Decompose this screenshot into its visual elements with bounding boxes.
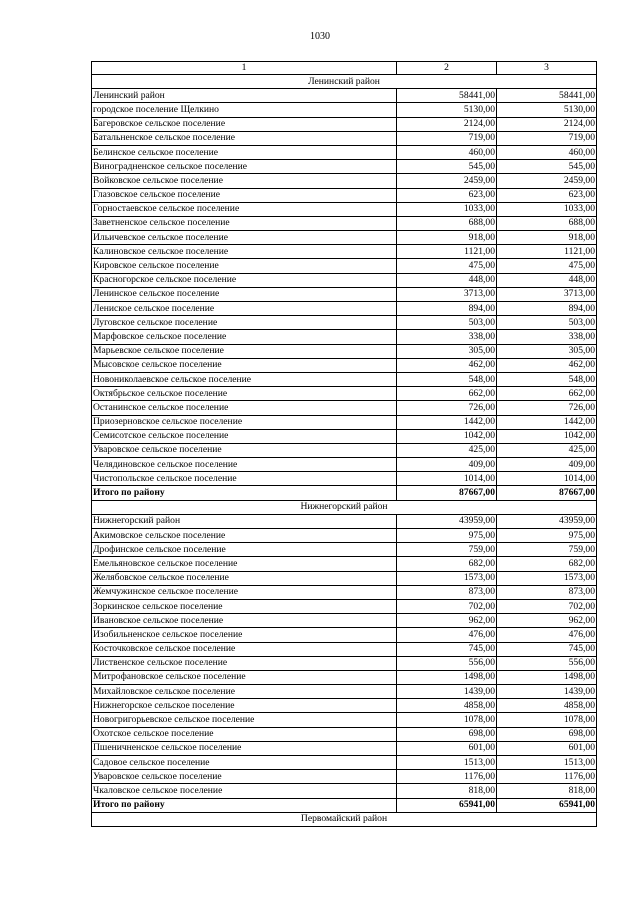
amount-col3: 1176,00 bbox=[497, 770, 597, 784]
table-row bbox=[92, 741, 597, 755]
amount-col3: 460,00 bbox=[497, 145, 597, 159]
district-heading-row bbox=[92, 812, 597, 826]
column-number-1: 1 bbox=[92, 62, 397, 75]
amount-col3: 662,00 bbox=[497, 387, 597, 401]
district-title: Ленинский район bbox=[92, 75, 597, 89]
amount-col3: 5130,00 bbox=[497, 103, 597, 117]
amount-col2: 305,00 bbox=[397, 344, 497, 358]
district-heading-row bbox=[92, 75, 597, 89]
amount-col2: 475,00 bbox=[397, 259, 497, 273]
table-row bbox=[92, 756, 597, 770]
table-body bbox=[92, 62, 597, 827]
municipality-name: Митрофановское сельское поселение bbox=[92, 670, 397, 684]
amount-col2: 1014,00 bbox=[397, 472, 497, 486]
table-row bbox=[92, 387, 597, 401]
total-col3: 87667,00 bbox=[497, 486, 597, 500]
municipality-name: Чистопольское сельское поселение bbox=[92, 472, 397, 486]
amount-col3: 425,00 bbox=[497, 443, 597, 457]
table-row bbox=[92, 699, 597, 713]
table-row bbox=[92, 131, 597, 145]
table-row bbox=[92, 259, 597, 273]
amount-col2: 1078,00 bbox=[397, 713, 497, 727]
municipality-name: Желябовское сельское поселение bbox=[92, 571, 397, 585]
table-row bbox=[92, 599, 597, 613]
district-total-row bbox=[92, 798, 597, 812]
municipality-name: Горностаевское сельское поселение bbox=[92, 202, 397, 216]
municipality-name: Кировское сельское поселение bbox=[92, 259, 397, 273]
table-row bbox=[92, 344, 597, 358]
amount-col3: 1078,00 bbox=[497, 713, 597, 727]
municipality-name: Зоркинское сельское поселение bbox=[92, 599, 397, 613]
municipality-name: Калиновское сельское поселение bbox=[92, 245, 397, 259]
amount-col3: 962,00 bbox=[497, 614, 597, 628]
amount-col3: 1573,00 bbox=[497, 571, 597, 585]
table-row bbox=[92, 670, 597, 684]
amount-col2: 1033,00 bbox=[397, 202, 497, 216]
total-col2: 65941,00 bbox=[397, 798, 497, 812]
amount-col3: 545,00 bbox=[497, 160, 597, 174]
municipality-name: Марьевское сельское поселение bbox=[92, 344, 397, 358]
amount-col2: 4858,00 bbox=[397, 699, 497, 713]
amount-col3: 623,00 bbox=[497, 188, 597, 202]
amount-col2: 873,00 bbox=[397, 585, 497, 599]
amount-col3: 601,00 bbox=[497, 741, 597, 755]
amount-col2: 918,00 bbox=[397, 231, 497, 245]
column-number-row bbox=[92, 62, 597, 75]
municipality-name: Ленинское сельское поселение bbox=[92, 287, 397, 301]
municipality-name: Останинское сельское поселение bbox=[92, 401, 397, 415]
municipality-name: Челядиновское сельское поселение bbox=[92, 458, 397, 472]
municipality-name: Охотское сельское поселение bbox=[92, 727, 397, 741]
amount-col2: 556,00 bbox=[397, 656, 497, 670]
municipality-name: Ильичевское сельское поселение bbox=[92, 231, 397, 245]
table-row bbox=[92, 458, 597, 472]
table-row bbox=[92, 103, 597, 117]
table-row bbox=[92, 188, 597, 202]
total-col2: 87667,00 bbox=[397, 486, 497, 500]
municipality-name: Уваровское сельское поселение bbox=[92, 443, 397, 457]
table-row bbox=[92, 415, 597, 429]
table-row bbox=[92, 543, 597, 557]
amount-col3: 556,00 bbox=[497, 656, 597, 670]
amount-col2: 698,00 bbox=[397, 727, 497, 741]
municipality-name: Октябрьское сельское поселение bbox=[92, 387, 397, 401]
amount-col2: 682,00 bbox=[397, 557, 497, 571]
municipality-name: Косточковское сельское поселение bbox=[92, 642, 397, 656]
amount-col2: 745,00 bbox=[397, 642, 497, 656]
amount-col3: 2124,00 bbox=[497, 117, 597, 131]
table-row bbox=[92, 443, 597, 457]
amount-col3: 682,00 bbox=[497, 557, 597, 571]
municipality-name: Виноградненское сельское поселение bbox=[92, 160, 397, 174]
table-row bbox=[92, 472, 597, 486]
amount-col2: 818,00 bbox=[397, 784, 497, 798]
municipality-name: Чкаловское сельское поселение bbox=[92, 784, 397, 798]
amount-col3: 409,00 bbox=[497, 458, 597, 472]
table-row bbox=[92, 372, 597, 386]
table-row bbox=[92, 571, 597, 585]
table-row bbox=[92, 614, 597, 628]
amount-col2: 601,00 bbox=[397, 741, 497, 755]
amount-col2: 623,00 bbox=[397, 188, 497, 202]
amount-col2: 1121,00 bbox=[397, 245, 497, 259]
municipality-name: Емельяновское сельское поселение bbox=[92, 557, 397, 571]
table-row bbox=[92, 784, 597, 798]
amount-col3: 1042,00 bbox=[497, 429, 597, 443]
table-row bbox=[92, 585, 597, 599]
municipality-name: Пшеничненское сельское поселение bbox=[92, 741, 397, 755]
amount-col3: 1014,00 bbox=[497, 472, 597, 486]
table-row bbox=[92, 656, 597, 670]
municipality-name: Лиственское сельское поселение bbox=[92, 656, 397, 670]
amount-col2: 3713,00 bbox=[397, 287, 497, 301]
amount-col2: 43959,00 bbox=[397, 514, 497, 528]
amount-col2: 1498,00 bbox=[397, 670, 497, 684]
amount-col2: 975,00 bbox=[397, 529, 497, 543]
municipality-name: Дрофинское сельское поселение bbox=[92, 543, 397, 557]
amount-col3: 448,00 bbox=[497, 273, 597, 287]
municipality-name: Мысовское сельское поселение bbox=[92, 358, 397, 372]
municipality-name: Батальненское сельское поселение bbox=[92, 131, 397, 145]
amount-col2: 548,00 bbox=[397, 372, 497, 386]
amount-col3: 338,00 bbox=[497, 330, 597, 344]
amount-col3: 1033,00 bbox=[497, 202, 597, 216]
amount-col3: 1442,00 bbox=[497, 415, 597, 429]
municipality-name: Луговское сельское поселение bbox=[92, 316, 397, 330]
municipality-name: Ивановское сельское поселение bbox=[92, 614, 397, 628]
amount-col3: 475,00 bbox=[497, 259, 597, 273]
amount-col3: 698,00 bbox=[497, 727, 597, 741]
municipality-name: Марфовское сельское поселение bbox=[92, 330, 397, 344]
table-row bbox=[92, 514, 597, 528]
amount-col2: 662,00 bbox=[397, 387, 497, 401]
amount-col2: 409,00 bbox=[397, 458, 497, 472]
amount-col3: 4858,00 bbox=[497, 699, 597, 713]
amount-col3: 975,00 bbox=[497, 529, 597, 543]
amount-col3: 58441,00 bbox=[497, 89, 597, 103]
amount-col2: 503,00 bbox=[397, 316, 497, 330]
table-row bbox=[92, 642, 597, 656]
municipality-name: Ленинский район bbox=[92, 89, 397, 103]
municipality-name: Глазовское сельское поселение bbox=[92, 188, 397, 202]
municipality-name: Багеровское сельское поселение bbox=[92, 117, 397, 131]
table-row bbox=[92, 685, 597, 699]
municipality-name: Изобильненское сельское поселение bbox=[92, 628, 397, 642]
amount-col3: 3713,00 bbox=[497, 287, 597, 301]
municipality-name: Белинское сельское поселение bbox=[92, 145, 397, 159]
table-row bbox=[92, 727, 597, 741]
amount-col2: 719,00 bbox=[397, 131, 497, 145]
municipality-name: Уваровское сельское поселение bbox=[92, 770, 397, 784]
amount-col2: 1042,00 bbox=[397, 429, 497, 443]
table-row bbox=[92, 231, 597, 245]
table-row bbox=[92, 770, 597, 784]
amount-col2: 1513,00 bbox=[397, 756, 497, 770]
amount-col2: 1442,00 bbox=[397, 415, 497, 429]
column-number-3: 3 bbox=[497, 62, 597, 75]
district-heading-row bbox=[92, 500, 597, 514]
amount-col3: 726,00 bbox=[497, 401, 597, 415]
amount-col3: 759,00 bbox=[497, 543, 597, 557]
table-row bbox=[92, 216, 597, 230]
amount-col2: 2459,00 bbox=[397, 174, 497, 188]
municipality-name: Жемчужинское сельское поселение bbox=[92, 585, 397, 599]
amount-col3: 503,00 bbox=[497, 316, 597, 330]
municipality-name: Новогригорьевское сельское поселение bbox=[92, 713, 397, 727]
amount-col2: 460,00 bbox=[397, 145, 497, 159]
municipality-name: Нижнегорское сельское поселение bbox=[92, 699, 397, 713]
amount-col2: 58441,00 bbox=[397, 89, 497, 103]
table-row bbox=[92, 401, 597, 415]
table-row bbox=[92, 202, 597, 216]
total-label: Итого по району bbox=[92, 486, 397, 500]
amount-col2: 5130,00 bbox=[397, 103, 497, 117]
table-row bbox=[92, 287, 597, 301]
amount-col3: 894,00 bbox=[497, 302, 597, 316]
amount-col2: 726,00 bbox=[397, 401, 497, 415]
amount-col2: 1573,00 bbox=[397, 571, 497, 585]
total-col3: 65941,00 bbox=[497, 798, 597, 812]
table-row bbox=[92, 557, 597, 571]
municipality-name: Семисотское сельское поселение bbox=[92, 429, 397, 443]
amount-col3: 1439,00 bbox=[497, 685, 597, 699]
table-row bbox=[92, 316, 597, 330]
table-row bbox=[92, 429, 597, 443]
amount-col2: 894,00 bbox=[397, 302, 497, 316]
page-number: 1030 bbox=[310, 31, 330, 42]
amount-col3: 688,00 bbox=[497, 216, 597, 230]
amount-col2: 448,00 bbox=[397, 273, 497, 287]
amount-col3: 1513,00 bbox=[497, 756, 597, 770]
table-row bbox=[92, 145, 597, 159]
table-row bbox=[92, 302, 597, 316]
amount-col3: 548,00 bbox=[497, 372, 597, 386]
amount-col3: 873,00 bbox=[497, 585, 597, 599]
municipality-name: Войковское сельское поселение bbox=[92, 174, 397, 188]
amount-col2: 1439,00 bbox=[397, 685, 497, 699]
total-label: Итого по району bbox=[92, 798, 397, 812]
table-row bbox=[92, 713, 597, 727]
table-row bbox=[92, 529, 597, 543]
amount-col2: 462,00 bbox=[397, 358, 497, 372]
amount-col3: 745,00 bbox=[497, 642, 597, 656]
table-row bbox=[92, 89, 597, 103]
amount-col2: 425,00 bbox=[397, 443, 497, 457]
amount-col2: 1176,00 bbox=[397, 770, 497, 784]
amount-col3: 476,00 bbox=[497, 628, 597, 642]
municipality-name: Новониколаевское сельское поселение bbox=[92, 372, 397, 386]
amount-col3: 719,00 bbox=[497, 131, 597, 145]
amount-col2: 962,00 bbox=[397, 614, 497, 628]
table-row bbox=[92, 174, 597, 188]
municipality-name: городское поселение Щелкино bbox=[92, 103, 397, 117]
amount-col2: 759,00 bbox=[397, 543, 497, 557]
municipality-name: Красногорское сельское поселение bbox=[92, 273, 397, 287]
table-row bbox=[92, 160, 597, 174]
amount-col2: 688,00 bbox=[397, 216, 497, 230]
amount-col2: 476,00 bbox=[397, 628, 497, 642]
municipality-name: Заветненское сельское поселение bbox=[92, 216, 397, 230]
municipality-name: Михайловское сельское поселение bbox=[92, 685, 397, 699]
table-row bbox=[92, 628, 597, 642]
amount-col3: 818,00 bbox=[497, 784, 597, 798]
amount-col3: 462,00 bbox=[497, 358, 597, 372]
municipality-name: Приозерновское сельское поселение bbox=[92, 415, 397, 429]
allocation-table bbox=[91, 61, 597, 827]
amount-col2: 338,00 bbox=[397, 330, 497, 344]
amount-col2: 2124,00 bbox=[397, 117, 497, 131]
amount-col3: 1121,00 bbox=[497, 245, 597, 259]
district-title: Нижнегорский район bbox=[92, 500, 597, 514]
municipality-name: Нижнегорский район bbox=[92, 514, 397, 528]
district-total-row bbox=[92, 486, 597, 500]
amount-col3: 702,00 bbox=[497, 599, 597, 613]
amount-col2: 702,00 bbox=[397, 599, 497, 613]
table-row bbox=[92, 358, 597, 372]
municipality-name: Акимовское сельское поселение bbox=[92, 529, 397, 543]
amount-col3: 305,00 bbox=[497, 344, 597, 358]
table-row bbox=[92, 245, 597, 259]
amount-col3: 918,00 bbox=[497, 231, 597, 245]
amount-col2: 545,00 bbox=[397, 160, 497, 174]
table-row bbox=[92, 330, 597, 344]
amount-col3: 2459,00 bbox=[497, 174, 597, 188]
column-number-2: 2 bbox=[397, 62, 497, 75]
amount-col3: 43959,00 bbox=[497, 514, 597, 528]
municipality-name: Садовое сельское поселение bbox=[92, 756, 397, 770]
table-row bbox=[92, 117, 597, 131]
district-title: Первомайский район bbox=[92, 812, 597, 826]
municipality-name: Лениское сельское поселение bbox=[92, 302, 397, 316]
table-row bbox=[92, 273, 597, 287]
amount-col3: 1498,00 bbox=[497, 670, 597, 684]
